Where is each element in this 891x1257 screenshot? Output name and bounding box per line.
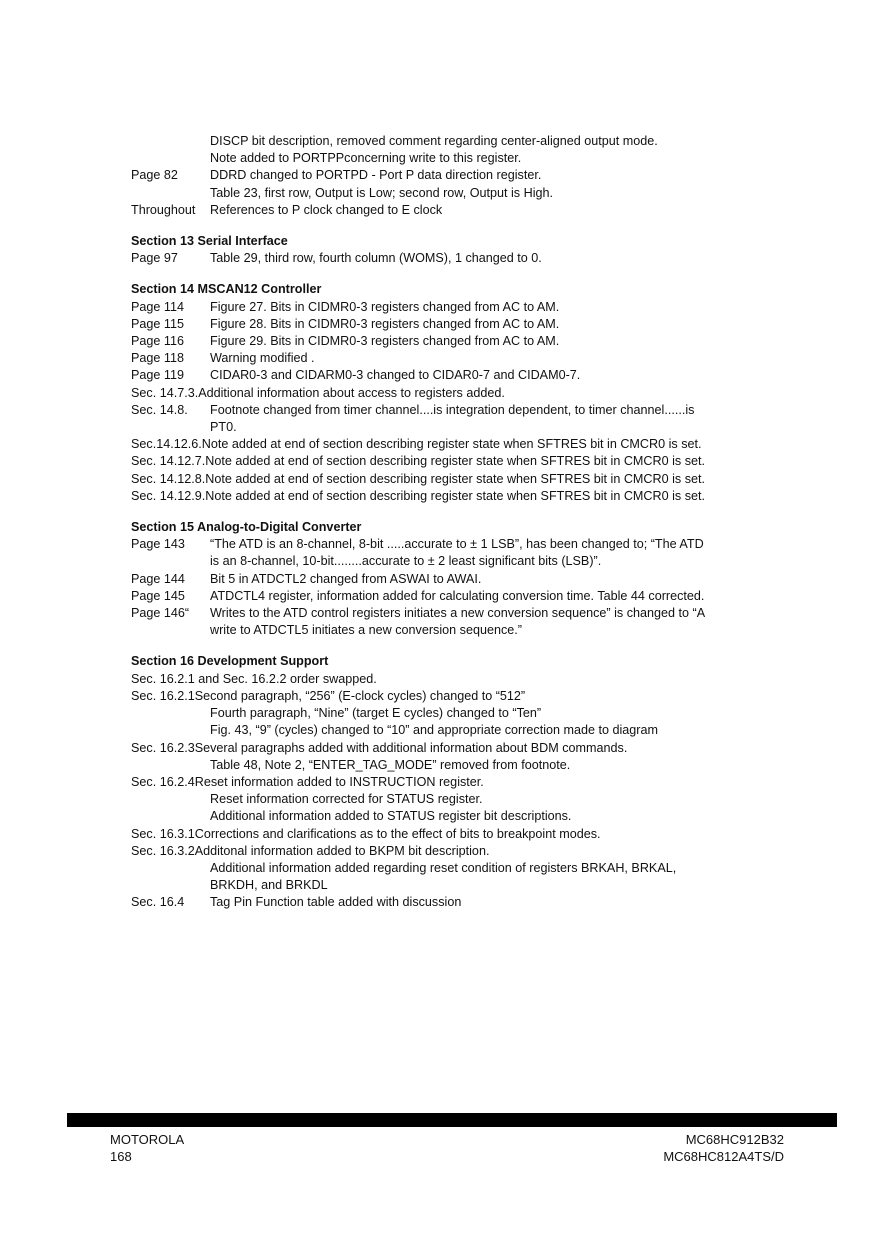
change-entry: [131, 250, 821, 267]
entry-description: BRKDH, and BRKDL: [210, 878, 328, 893]
section-heading: Section 13 Serial Interface: [131, 234, 288, 249]
change-entry: [131, 705, 821, 722]
entry-reference: Sec.14.12.6.: [131, 437, 202, 452]
entry-reference: Page 82: [131, 168, 178, 183]
entry-description: Several paragraphs added with additional information about BDM commands.: [194, 740, 628, 755]
change-entry: [131, 471, 821, 488]
entry-description: Writes to the ATD control registers initiates a new conversion sequence” is changed to “A: [210, 606, 706, 621]
entry-description: and Sec. 16.2.2 order swapped.: [194, 671, 377, 686]
entry-reference: Sec. 16.2.3: [131, 740, 195, 755]
change-entry: [131, 688, 821, 705]
change-entry: [131, 453, 821, 470]
footer-doc-number: MC68HC812A4TS/D: [663, 1149, 784, 1164]
change-entry: [131, 671, 821, 688]
section-block: [131, 653, 821, 911]
entry-description: Additional information about access to registers added.: [198, 385, 505, 400]
entry-reference: Sec. 16.3.1: [131, 826, 195, 841]
change-entry: [131, 133, 821, 150]
entry-description: Fourth paragraph, “Nine” (target E cycles) changed to “Ten”: [210, 706, 542, 721]
footer-page-number: 168: [110, 1149, 132, 1164]
entry-reference: Sec. 14.12.7.: [131, 454, 206, 469]
change-entry: [131, 488, 821, 505]
change-entry: [131, 757, 821, 774]
entry-reference: Page 146“: [131, 606, 190, 621]
entry-description: PT0.: [210, 420, 237, 435]
change-entry: [131, 722, 821, 739]
change-entry: [131, 185, 821, 202]
section-heading: Section 16 Development Support: [131, 654, 329, 669]
entry-description: Figure 28. Bits in CIDMR0-3 registers changed from AC to AM.: [210, 316, 560, 331]
change-entry: [131, 553, 821, 570]
change-entry: [131, 605, 821, 622]
change-entry: [131, 299, 821, 316]
section-block: [131, 281, 821, 505]
footer-left: [110, 1131, 184, 1165]
entry-description: Note added at end of section describing register state when SFTRES bit in CMCR0 is set.: [205, 471, 706, 486]
entry-description: Note added to PORTPPconcerning write to this register.: [210, 151, 522, 166]
entry-reference: Page 145: [131, 588, 185, 603]
entry-description: Figure 29. Bits in CIDMR0-3 registers changed from AC to AM.: [210, 334, 560, 349]
entry-description: “The ATD is an 8-channel, 8-bit .....accurate to ± 1 LSB”, has been changed to; “The ATD: [210, 537, 704, 552]
change-entry: [131, 385, 821, 402]
entry-description: Additonal information added to BKPM bit description.: [194, 843, 490, 858]
entry-description: CIDAR0-3 and CIDARM0-3 changed to CIDAR0-7 and CIDAM0-7.: [210, 368, 581, 383]
entry-description: Warning modified .: [210, 351, 315, 366]
entry-description: Fig. 43, “9” (cycles) changed to “10” and appropriate correction made to diagram: [210, 723, 659, 738]
intro-block: [131, 133, 821, 219]
entry-description: is an 8-channel, 10-bit........accurate to ± 2 least significant bits (LSB)”.: [210, 554, 602, 569]
entry-description: Tag Pin Function table added with discussion: [210, 895, 462, 910]
entry-description: Additional information added regarding reset condition of registers BRKAH, BRKAL,: [210, 860, 677, 875]
change-entry: [131, 808, 821, 825]
change-entry: [131, 791, 821, 808]
entry-description: Footnote changed from timer channel....is integration dependent, to timer channel......is: [210, 402, 695, 417]
entry-reference: Page 115: [131, 316, 184, 331]
entry-reference: Sec. 16.2.4: [131, 774, 195, 789]
entry-description: Figure 27. Bits in CIDMR0-3 registers changed from AC to AM.: [210, 299, 560, 314]
entry-reference: Sec. 16.2.1: [131, 688, 195, 703]
entry-description: Note added at end of section describing register state when SFTRES bit in CMCR0 is set.: [201, 437, 702, 452]
change-entry: [131, 402, 821, 419]
change-entry: [131, 350, 821, 367]
change-entry: [131, 588, 821, 605]
entry-reference: Page 143: [131, 537, 185, 552]
entry-reference: Throughout: [131, 202, 196, 217]
change-entry: [131, 843, 821, 860]
entry-reference: Page 116: [131, 334, 184, 349]
change-entry: [131, 894, 821, 911]
entry-description: Note added at end of section describing register state when SFTRES bit in CMCR0 is set.: [205, 454, 706, 469]
entry-description: write to ATDCTL5 initiates a new conversion sequence.”: [210, 623, 522, 638]
entry-description: Table 48, Note 2, “ENTER_TAG_MODE” removed from footnote.: [210, 757, 571, 772]
entry-reference: Sec. 14.12.8.: [131, 471, 206, 486]
entry-reference: Sec. 16.2.1: [131, 671, 195, 686]
change-entry: [131, 436, 821, 453]
change-entry: [131, 367, 821, 384]
entry-description: Reset information added to INSTRUCTION register.: [194, 774, 484, 789]
entry-reference: Sec. 16.3.2: [131, 843, 195, 858]
entry-description: Table 23, first row, Output is Low; second row, Output is High.: [210, 185, 553, 200]
change-entry: [131, 316, 821, 333]
revision-history-body: [131, 133, 821, 912]
entry-description: ATDCTL4 register, information added for calculating conversion time. Table 44 corrected.: [210, 588, 705, 603]
entry-description: Second paragraph, “256” (E-clock cycles) changed to “512”: [194, 688, 526, 703]
entry-reference: Page 144: [131, 571, 185, 586]
entry-reference: Sec. 14.12.9.: [131, 488, 206, 503]
change-entry: [131, 860, 821, 877]
entry-description: Reset information corrected for STATUS register.: [210, 792, 483, 807]
entry-reference: Page 119: [131, 368, 184, 383]
section-block: [131, 233, 821, 267]
entry-description: References to P clock changed to E clock: [210, 202, 443, 217]
change-entry: [131, 202, 821, 219]
change-entry: [131, 740, 821, 757]
entry-description: Note added at end of section describing register state when SFTRES bit in CMCR0 is set.: [205, 488, 706, 503]
entry-description: Table 29, third row, fourth column (WOMS), 1 changed to 0.: [210, 251, 542, 266]
entry-reference: Sec. 16.4: [131, 895, 185, 910]
change-entry: [131, 774, 821, 791]
entry-reference: Page 97: [131, 251, 178, 266]
section-heading: Section 15 Analog-to-Digital Converter: [131, 520, 362, 535]
footer-right: [663, 1131, 784, 1165]
entry-reference: Sec. 14.7.3.: [131, 385, 199, 400]
section-heading: Section 14 MSCAN12 Controller: [131, 282, 322, 297]
footer-rule: [67, 1113, 837, 1127]
entry-description: DDRD changed to PORTPD - Port P data direction register.: [210, 168, 542, 183]
footer-company: MOTOROLA: [110, 1132, 185, 1147]
entry-description: DISCP bit description, removed comment regarding center-aligned output mode.: [210, 134, 658, 148]
change-entry: [131, 571, 821, 588]
change-entry: [131, 333, 821, 350]
entry-reference: Sec. 14.8.: [131, 402, 188, 417]
section-block: [131, 519, 821, 639]
entry-reference: Page 118: [131, 351, 184, 366]
entry-description: Additional information added to STATUS register bit descriptions.: [210, 809, 572, 824]
change-entry: [131, 877, 821, 894]
change-entry: [131, 419, 821, 436]
change-entry: [131, 167, 821, 184]
entry-description: Corrections and clarifications as to the effect of bits to breakpoint modes.: [194, 826, 601, 841]
footer-part-number: MC68HC912B32: [685, 1132, 784, 1147]
change-entry: [131, 826, 821, 843]
entry-description: Bit 5 in ATDCTL2 changed from ASWAI to AWAI.: [210, 571, 482, 586]
change-entry: [131, 536, 821, 553]
change-entry: [131, 622, 821, 639]
entry-reference: Page 114: [131, 299, 184, 314]
change-entry: [131, 150, 821, 167]
